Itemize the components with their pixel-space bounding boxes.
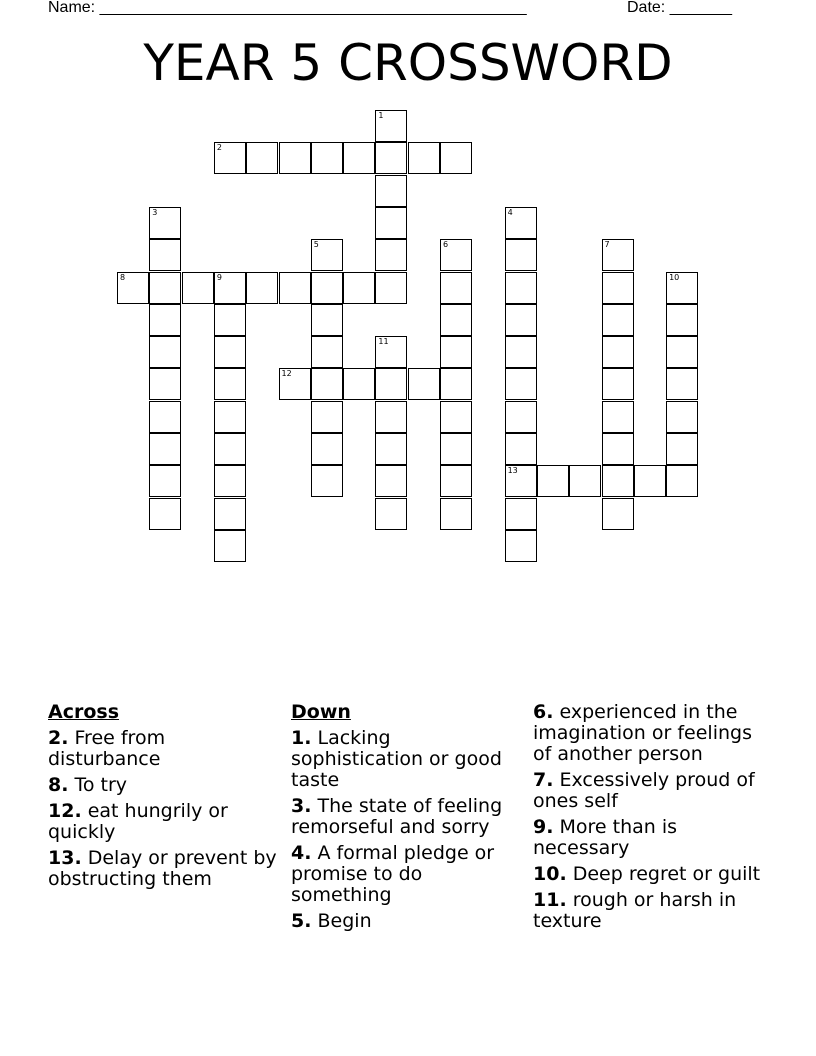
grid-cell[interactable] xyxy=(246,272,278,304)
grid-cell[interactable] xyxy=(149,368,181,400)
grid-cell[interactable] xyxy=(279,142,311,174)
grid-cell[interactable] xyxy=(505,401,537,433)
grid-cell[interactable] xyxy=(375,110,407,142)
grid-cell[interactable] xyxy=(505,239,537,271)
cell-number: 13 xyxy=(507,466,518,476)
grid-cell[interactable] xyxy=(666,272,698,304)
clue-down-5 xyxy=(291,911,521,932)
grid-cell[interactable] xyxy=(440,336,472,368)
grid-cell[interactable] xyxy=(666,304,698,336)
grid-cell[interactable] xyxy=(149,336,181,368)
date-field-label: Date: _______ xyxy=(627,0,732,16)
clue-number: 1. xyxy=(291,727,312,749)
grid-cell[interactable] xyxy=(375,175,407,207)
grid-cell[interactable] xyxy=(214,368,246,400)
clue-across-13 xyxy=(48,848,278,890)
grid-cell[interactable] xyxy=(311,272,343,304)
grid-cell[interactable] xyxy=(279,368,311,400)
grid-cell[interactable] xyxy=(182,272,214,304)
grid-cell[interactable] xyxy=(214,433,246,465)
grid-cell[interactable] xyxy=(440,239,472,271)
cell-number: 7 xyxy=(604,240,610,250)
clue-down-7 xyxy=(533,770,773,812)
grid-cell[interactable] xyxy=(440,433,472,465)
grid-cell[interactable] xyxy=(343,368,375,400)
grid-cell[interactable] xyxy=(214,336,246,368)
grid-cell[interactable] xyxy=(440,368,472,400)
clue-down-9 xyxy=(533,817,773,859)
clue-text: Lacking sophistication or good taste xyxy=(291,727,502,791)
cell-number: 5 xyxy=(313,240,319,250)
grid-cell[interactable] xyxy=(440,304,472,336)
grid-cell[interactable] xyxy=(440,498,472,530)
clue-text: Deep regret or guilt xyxy=(572,863,761,885)
across-clues xyxy=(48,702,278,895)
grid-cell[interactable] xyxy=(311,368,343,400)
clue-across-12 xyxy=(48,801,278,843)
clue-number: 5. xyxy=(291,910,312,932)
clue-number: 4. xyxy=(291,842,312,864)
clue-text: A formal pledge or promise to do something xyxy=(291,842,495,906)
grid-cell[interactable] xyxy=(214,498,246,530)
grid-cell[interactable] xyxy=(149,304,181,336)
grid-cell[interactable] xyxy=(666,336,698,368)
grid-cell[interactable] xyxy=(505,207,537,239)
grid-cell[interactable] xyxy=(279,272,311,304)
grid-cell[interactable] xyxy=(311,336,343,368)
grid-cell[interactable] xyxy=(311,433,343,465)
grid-cell[interactable] xyxy=(569,465,601,497)
cell-number: 8 xyxy=(120,272,126,282)
page-title: YEAR 5 CROSSWORD xyxy=(143,34,673,92)
clue-number: 7. xyxy=(533,769,554,791)
name-field-label: Name: ________________________________________________ xyxy=(48,0,527,16)
grid-cell[interactable] xyxy=(634,465,666,497)
clue-text: Delay or prevent by obstructing them xyxy=(48,847,277,890)
grid-cell[interactable] xyxy=(505,336,537,368)
grid-cell[interactable] xyxy=(408,142,440,174)
clue-text: To try xyxy=(74,774,128,796)
grid-cell[interactable] xyxy=(214,272,246,304)
grid-cell[interactable] xyxy=(375,465,407,497)
grid-cell[interactable] xyxy=(505,272,537,304)
grid-cell[interactable] xyxy=(246,142,278,174)
down-clues xyxy=(291,702,521,937)
clue-text: More than is necessary xyxy=(533,816,678,859)
grid-cell[interactable] xyxy=(214,304,246,336)
grid-cell[interactable] xyxy=(311,142,343,174)
grid-cell[interactable] xyxy=(214,142,246,174)
grid-cell[interactable] xyxy=(505,433,537,465)
clue-number: 8. xyxy=(48,774,69,796)
grid-cell[interactable] xyxy=(149,433,181,465)
clue-text: The state of feeling remorseful and sorry xyxy=(291,795,503,838)
cell-number: 11 xyxy=(378,337,389,347)
clue-text: eat hungrily or quickly xyxy=(48,800,228,843)
grid-cell[interactable] xyxy=(666,401,698,433)
grid-cell[interactable] xyxy=(375,142,407,174)
grid-cell[interactable] xyxy=(602,401,634,433)
grid-cell[interactable] xyxy=(375,336,407,368)
grid-cell[interactable] xyxy=(375,368,407,400)
down-clues-continued xyxy=(533,702,773,937)
clue-text: Begin xyxy=(317,910,372,932)
clue-number: 10. xyxy=(533,863,567,885)
grid-cell[interactable] xyxy=(602,433,634,465)
grid-cell[interactable] xyxy=(375,272,407,304)
grid-cell[interactable] xyxy=(505,530,537,562)
cell-number: 12 xyxy=(281,369,292,379)
clue-number: 2. xyxy=(48,727,69,749)
grid-cell[interactable] xyxy=(602,465,634,497)
cell-number: 1 xyxy=(378,111,384,120)
grid-cell[interactable] xyxy=(149,272,181,304)
cell-number: 10 xyxy=(669,272,680,282)
grid-cell[interactable] xyxy=(311,304,343,336)
clue-down-11 xyxy=(533,890,773,932)
grid-cell[interactable] xyxy=(602,239,634,271)
grid-cell[interactable] xyxy=(311,239,343,271)
clue-number: 13. xyxy=(48,847,82,869)
grid-cell[interactable] xyxy=(408,368,440,400)
clue-text: rough or harsh in texture xyxy=(533,889,737,932)
grid-cell[interactable] xyxy=(440,465,472,497)
clue-number: 11. xyxy=(533,889,567,911)
across-heading: Across xyxy=(48,701,120,723)
grid-cell[interactable] xyxy=(666,465,698,497)
grid-cell[interactable] xyxy=(505,368,537,400)
grid-cell[interactable] xyxy=(375,433,407,465)
clue-across-8 xyxy=(48,775,278,796)
grid-cell[interactable] xyxy=(666,433,698,465)
clue-down-6 xyxy=(533,702,773,765)
grid-cell[interactable] xyxy=(214,530,246,562)
grid-cell[interactable] xyxy=(440,401,472,433)
grid-cell[interactable] xyxy=(311,465,343,497)
grid-cell[interactable] xyxy=(375,401,407,433)
grid-cell[interactable] xyxy=(311,401,343,433)
clue-number: 12. xyxy=(48,800,82,822)
grid-cell[interactable] xyxy=(602,368,634,400)
grid-cell[interactable] xyxy=(375,207,407,239)
grid-cell[interactable] xyxy=(214,465,246,497)
cell-number: 6 xyxy=(443,240,449,250)
grid-cell[interactable] xyxy=(117,272,149,304)
clue-number: 3. xyxy=(291,795,312,817)
grid-cell[interactable] xyxy=(440,272,472,304)
clue-number: 9. xyxy=(533,816,554,838)
grid-cell[interactable] xyxy=(666,368,698,400)
grid-cell[interactable] xyxy=(440,142,472,174)
clue-down-4 xyxy=(291,843,521,906)
grid-cell[interactable] xyxy=(602,498,634,530)
grid-cell[interactable] xyxy=(602,304,634,336)
cell-number: 2 xyxy=(216,143,222,153)
clue-down-1 xyxy=(291,728,521,791)
grid-cell[interactable] xyxy=(149,401,181,433)
grid-cell[interactable] xyxy=(214,401,246,433)
down-heading: Down xyxy=(291,701,351,723)
grid-cell[interactable] xyxy=(149,207,181,239)
grid-cell[interactable] xyxy=(375,498,407,530)
cell-number: 9 xyxy=(216,272,222,282)
grid-cell[interactable] xyxy=(505,465,537,497)
grid-cell[interactable] xyxy=(602,272,634,304)
grid-cell[interactable] xyxy=(505,304,537,336)
clue-down-10 xyxy=(533,864,773,885)
grid-cell[interactable] xyxy=(343,272,375,304)
cell-number: 4 xyxy=(507,207,513,217)
cell-number: 3 xyxy=(152,207,158,217)
clue-down-3 xyxy=(291,796,521,838)
grid-cell[interactable] xyxy=(375,239,407,271)
grid-cell[interactable] xyxy=(149,465,181,497)
grid-cell[interactable] xyxy=(537,465,569,497)
grid-cell[interactable] xyxy=(602,336,634,368)
grid-cell[interactable] xyxy=(149,498,181,530)
grid-cell[interactable] xyxy=(149,239,181,271)
clue-number: 6. xyxy=(533,701,554,723)
clue-across-2 xyxy=(48,728,278,770)
clue-text: experienced in the imagination or feelings of another person xyxy=(533,701,752,765)
grid-cell[interactable] xyxy=(505,498,537,530)
grid-cell[interactable] xyxy=(343,142,375,174)
clue-text: Excessively proud of ones self xyxy=(533,769,755,812)
clue-text: Free from disturbance xyxy=(48,727,166,770)
